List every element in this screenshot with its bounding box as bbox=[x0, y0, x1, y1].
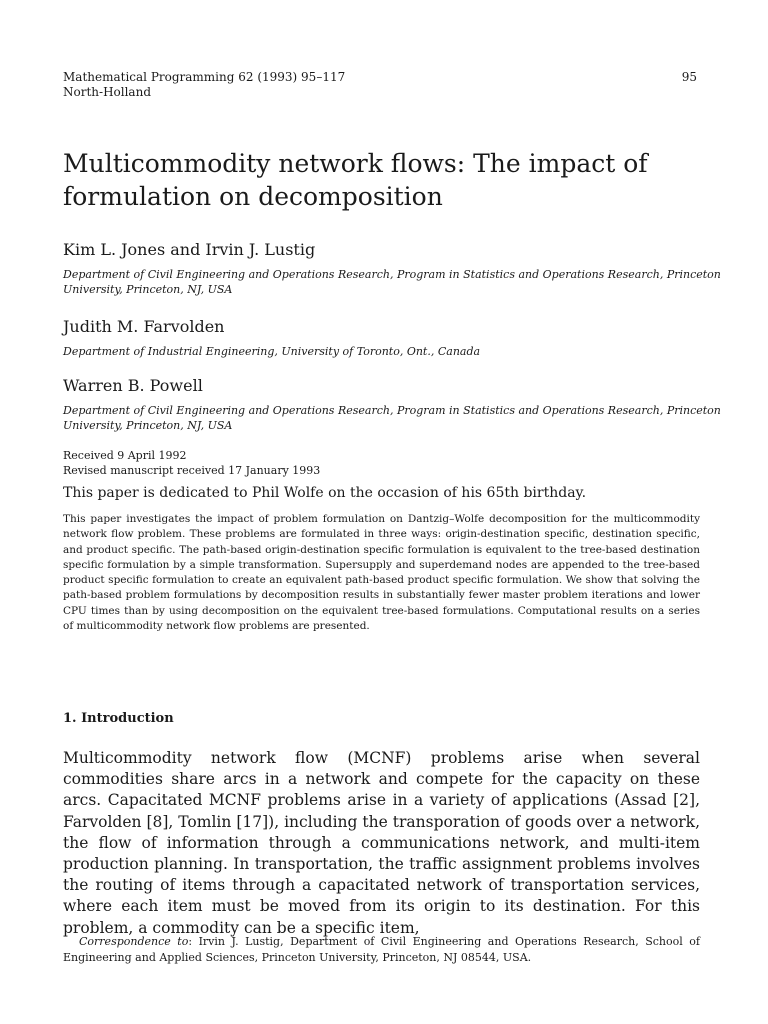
author-affiliation-2: Department of Industrial Engineering, University of Toronto, Ont., Canada bbox=[63, 345, 481, 358]
paper-title: Multicommodity network flows: The impact of formulation on decomposition bbox=[63, 149, 648, 211]
journal-header bbox=[63, 70, 345, 100]
author-names-2: Judith M. Farvolden bbox=[63, 317, 225, 336]
revised-date: Revised manuscript received 17 January 1993 bbox=[63, 464, 321, 477]
author-affiliation-3: Department of Civil Engineering and Operations Research, Program in Statistics and Operations Research, Princeton University, Princeton, NJ, USA bbox=[63, 404, 721, 432]
section-heading: 1. Introduction bbox=[63, 711, 174, 726]
abstract: This paper investigates the impact of problem formulation on Dantzig–Wolfe decomposition for the multicommodity network flow problem. These problems are formulated in three ways: origin-destination specific, destination specific, and product specific. The path-based origin-destination specific formulation is equivalent to the tree-based destination specific formulation by a simple transformation. Supersupply and superdemand nodes are appended to the tree-based product specific formulation to create an equivalent path-based product specific formulation. We show that solving the path-based problem formulations by decomposition results in substantially fewer master problem iterations and lower CPU times than by using decomposition on the equivalent tree-based formulations. Computational results on a series of multicommodity network flow problems are presented. bbox=[63, 513, 700, 633]
page-number: 95 bbox=[681, 70, 697, 84]
correspondence-footnote bbox=[63, 934, 700, 966]
publisher: North-Holland bbox=[63, 85, 151, 99]
footnote-text: : Irvin J. Lustig, Department of Civil Engineering and Operations Research, School of Engineering and Applied Sciences, Princeton University, Princeton, NJ 08544, USA. bbox=[63, 935, 700, 964]
dedication: This paper is dedicated to Phil Wolfe on the occasion of his 65th birthday. bbox=[63, 485, 587, 501]
author-names-3: Warren B. Powell bbox=[63, 376, 203, 395]
manuscript-dates bbox=[63, 448, 320, 478]
received-date: Received 9 April 1992 bbox=[63, 449, 187, 462]
section-body: Multicommodity network flow (MCNF) problems arise when several commodities share arcs in a network and compete for the capacity on these arcs. Capacitated MCNF problems arise in a variety of applications (Assad [2], Farvolden [8], Tomlin [17]), including the transporation of goods over a network, the flow of information through a communications network, and multi-item production planning. In transportation, the traffic assignment problems involves the routing of items through a capacitated network of transportation services, where each item must be moved from its origin to its destination. For this problem, a commodity can be a specific item, bbox=[63, 749, 700, 937]
footnote-label: Correspondence to bbox=[79, 935, 189, 948]
journal-citation: Mathematical Programming 62 (1993) 95–117 bbox=[63, 70, 346, 84]
author-names-1: Kim L. Jones and Irvin J. Lustig bbox=[63, 240, 316, 259]
author-affiliation-1: Department of Civil Engineering and Operations Research, Program in Statistics and Operations Research, Princeton University, Princeton, NJ, USA bbox=[63, 268, 721, 296]
